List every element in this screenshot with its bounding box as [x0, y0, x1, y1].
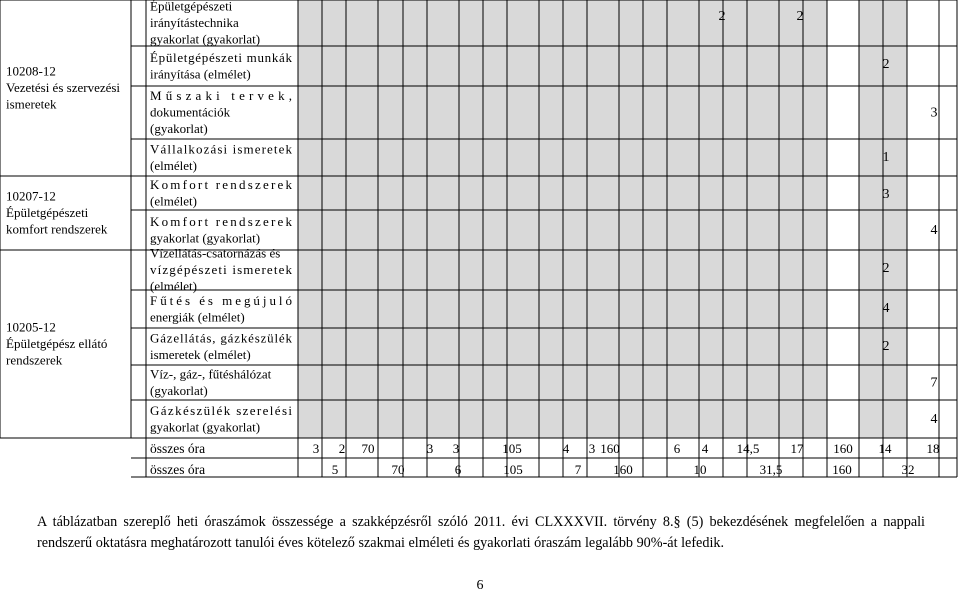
- shaded-column: [699, 0, 723, 438]
- total-value: 160: [833, 441, 853, 456]
- hour-value: 2: [882, 57, 890, 72]
- hour-value: 2: [882, 261, 890, 276]
- shaded-column: [859, 0, 883, 438]
- shaded-column: [667, 0, 699, 438]
- subject-name: irányítása (elmélet): [150, 66, 251, 82]
- module-label: rendszerek: [6, 352, 63, 368]
- total-value: 4: [562, 441, 570, 456]
- hour-value: 7: [930, 375, 938, 391]
- total-value: 105: [503, 462, 523, 477]
- hour-value: 3: [882, 187, 890, 202]
- shaded-column: [587, 0, 619, 438]
- totals-label: összes óra: [150, 462, 206, 477]
- total-value: 7: [574, 462, 582, 477]
- total-value: 14,5: [736, 441, 760, 456]
- total-value: 3: [312, 441, 320, 456]
- module-label: Épületgépész ellátó: [6, 336, 108, 351]
- shaded-column: [563, 0, 587, 438]
- shaded-column: [378, 0, 403, 438]
- subject-name: (gyakorlat): [150, 121, 208, 136]
- total-value: 3: [452, 441, 460, 456]
- hour-value: 1: [882, 150, 890, 165]
- hour-value: 2: [796, 9, 804, 24]
- total-value: 14: [878, 441, 892, 456]
- subject-name: Vállalkozási ismeretek: [150, 141, 292, 157]
- subject-name: (elmélet): [150, 157, 197, 173]
- shaded-column: [643, 0, 667, 438]
- hour-value: 4: [930, 223, 938, 238]
- subject-name: Épületgépészeti: [150, 0, 233, 14]
- total-value: 6: [454, 462, 462, 477]
- subject-name: Gázkészülék szerelési: [150, 402, 292, 418]
- subject-name: Vízellátás-csatornázás és: [150, 245, 281, 261]
- subject-name: Komfort rendszerek: [150, 176, 292, 192]
- subject-name: Komfort rendszerek: [150, 213, 292, 229]
- subject-name: Gázellátás, gázkészülék: [150, 330, 292, 346]
- page-number: 6: [476, 578, 484, 593]
- subject-name: energiák (elmélet): [150, 309, 245, 325]
- module-label: Vezetési és szervezési: [6, 80, 121, 95]
- subject-name: Víz-, gáz-, fűtéshálózat: [150, 366, 272, 382]
- subject-name: dokumentációk: [150, 104, 231, 120]
- hour-value: 2: [882, 339, 890, 354]
- total-value: 5: [331, 462, 339, 477]
- subject-name: gyakorlat (gyakorlat): [150, 230, 261, 246]
- total-value: 32: [901, 462, 915, 477]
- subject-name: ismeretek (elmélet): [150, 346, 251, 362]
- subject-name: Épületgépészeti munkák: [150, 49, 292, 65]
- subject-name: irányítástechnika: [150, 15, 239, 30]
- subject-name: (elmélet): [150, 193, 197, 209]
- subject-name: vízgépészeti ismeretek: [150, 262, 292, 277]
- total-value: 70: [391, 462, 405, 477]
- total-value: 105: [502, 441, 522, 456]
- module-label: komfort rendszerek: [6, 221, 108, 237]
- total-value: 4: [701, 441, 709, 456]
- total-value: 3: [426, 441, 434, 456]
- total-value: 160: [613, 462, 633, 477]
- shaded-column: [346, 0, 378, 438]
- shaded-column: [483, 0, 507, 438]
- total-value: 160: [832, 462, 852, 477]
- shaded-column: [619, 0, 643, 438]
- total-value: 160: [600, 441, 620, 456]
- module-label: 10207-12: [6, 188, 56, 204]
- hour-value: 3: [930, 105, 938, 121]
- module-label: Épületgépészeti: [6, 205, 89, 220]
- subject-name: (elmélet): [150, 278, 197, 294]
- module-label: ismeretek: [6, 96, 57, 112]
- shaded-column: [779, 0, 803, 438]
- shaded-column: [403, 0, 427, 438]
- shaded-column: [427, 0, 459, 438]
- total-value: 70: [361, 441, 375, 456]
- total-value: 18: [926, 441, 940, 456]
- module-label: 10205-12: [6, 319, 56, 335]
- shaded-column: [803, 0, 827, 438]
- total-value: 17: [790, 441, 804, 456]
- shaded-column: [507, 0, 539, 438]
- shaded-column: [298, 0, 322, 438]
- footnote-paragraph: A táblázatban szereplő heti óraszámok összessége a szakképzésről szóló 2011. évi CLXXXVII. törvény 8.§ (5) bekezdésének megfelelően a nappali rendszerű oktatásra meghatározott tanulói éves kötelező szakmai elméleti és gyakorlati óraszám legalább 90%-át lefedik.: [37, 514, 925, 551]
- total-value: 6: [673, 441, 681, 456]
- subject-name: gyakorlat (gyakorlat): [150, 31, 261, 47]
- hour-value: 4: [930, 412, 938, 427]
- subject-name: Fűtés és megújuló: [150, 292, 292, 308]
- total-value: 31,5: [759, 462, 783, 477]
- hour-value: 4: [882, 301, 890, 316]
- subject-name: (gyakorlat): [150, 382, 208, 398]
- total-value: 3: [588, 441, 596, 456]
- total-value: 2: [338, 441, 346, 456]
- shaded-column: [747, 0, 779, 438]
- module-label: 10208-12: [6, 63, 56, 79]
- shaded-column: [723, 0, 747, 438]
- subject-name: gyakorlat (gyakorlat): [150, 419, 261, 435]
- totals-label: összes óra: [150, 441, 206, 456]
- shaded-column: [539, 0, 563, 438]
- subject-name: Műszaki tervek,: [150, 88, 292, 103]
- shaded-column: [459, 0, 483, 438]
- total-value: 10: [693, 462, 707, 477]
- hour-value: 2: [718, 9, 726, 24]
- shaded-column: [322, 0, 346, 438]
